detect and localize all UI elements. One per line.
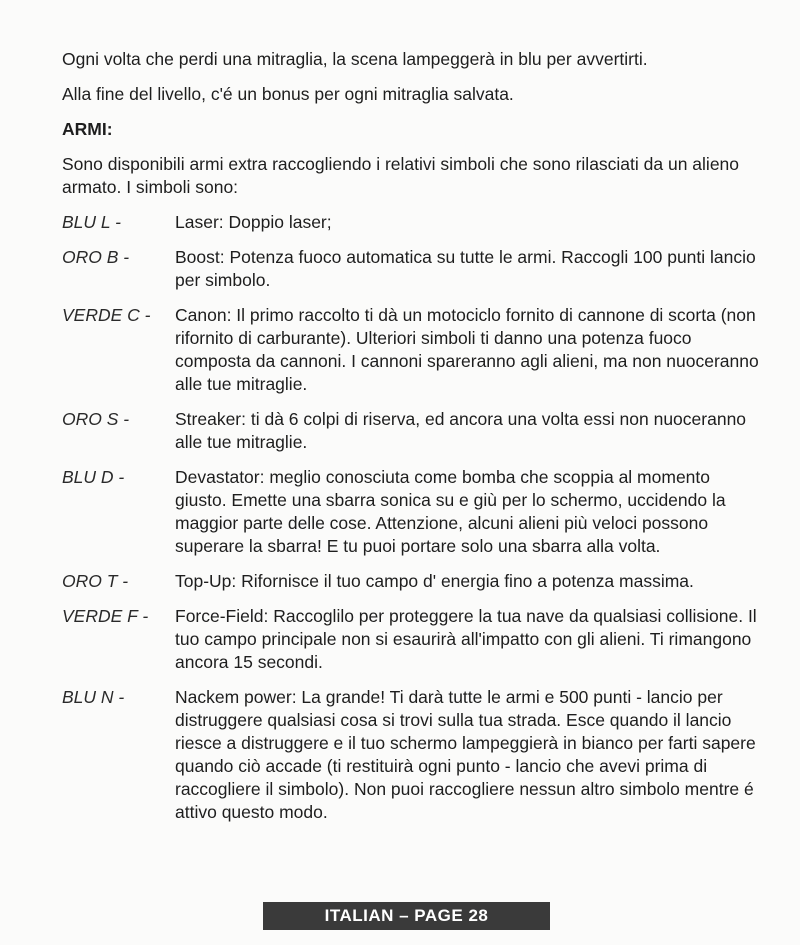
intro-line-2: Alla fine del livello, c'é un bonus per ogni mitraglia salvata. — [62, 84, 514, 104]
weapon-code: ORO S - — [62, 409, 130, 429]
weapon-description: Boost: Potenza fuoco automatica su tutte le armi. Raccogli 100 punti lancio per simbolo. — [175, 247, 756, 290]
weapon-description: Top-Up: Rifornisce il tuo campo d' energia fino a potenza massima. — [175, 571, 694, 591]
weapon-description: Streaker: ti dà 6 colpi di riserva, ed ancora una volta essi non nuoceranno alle tue mitraglie. — [175, 409, 747, 452]
weapon-description: Laser: Doppio laser; — [175, 212, 332, 232]
section-intro: Sono disponibili armi extra raccogliendo i relativi simboli che sono rilasciati da un alieno armato. I simboli sono: — [62, 154, 740, 197]
weapon-entry-boost — [62, 246, 762, 292]
weapon-code: BLU D - — [62, 467, 125, 487]
page-footer: ITALIAN – PAGE 28 — [263, 902, 550, 930]
weapon-entry-laser — [62, 211, 762, 234]
manual-page — [62, 48, 762, 836]
weapons-list — [62, 211, 762, 824]
weapon-code: BLU N - — [62, 687, 125, 707]
section-heading: ARMI: — [62, 119, 113, 139]
weapon-code: VERDE F - — [62, 606, 149, 626]
weapon-entry-canon — [62, 304, 762, 396]
weapon-entry-devastator — [62, 466, 762, 558]
weapon-description: Force-Field: Raccoglilo per proteggere la tua nave da qualsiasi collisione. Il tuo campo principale non si esaurirà all'impatto con gli alieni. Ti rimangono ancora 15 secondi. — [175, 606, 757, 672]
weapon-entry-force-field — [62, 605, 762, 674]
intro-line-1: Ogni volta che perdi una mitraglia, la scena lampeggerà in blu per avvertirti. — [62, 49, 648, 69]
weapon-code: BLU L - — [62, 212, 122, 232]
weapon-description: Canon: Il primo raccolto ti dà un motociclo fornito di cannone di scorta (non rifornito di carburante). Ulteriori simboli ti danno una potenza fuoco composta da cannoni. I cannoni spareranno agli alieni, ma non nuoceranno alle tue mitraglie. — [175, 305, 759, 394]
weapon-entry-streaker — [62, 408, 762, 454]
weapon-description: Nackem power: La grande! Ti darà tutte le armi e 500 punti - lancio per distruggere qualsiasi cosa si trovi sulla tua strada. Esce quando il lancio riesce a distruggere e il tuo schermo lampeggierà in bianco per farti sapere quando ciò accade (ti restituirà ogni punto - lancio che avevi prima di raccogliere il simbolo). Non puoi raccogliere nessun altro simbolo mentre é attivo questo modo. — [175, 687, 756, 822]
weapon-description: Devastator: meglio conosciuta come bomba che scoppia al momento giusto. Emette una sbarra sonica su e giù per lo schermo, uccidendo la maggior parte delle cose. Attenzione, alcuni alieni più veloci possono superare la sbarra! E tu puoi portare solo una sbarra alla volta. — [175, 467, 726, 556]
weapon-entry-top-up — [62, 570, 762, 593]
weapon-code: VERDE C - — [62, 305, 151, 325]
weapon-entry-nackem-power — [62, 686, 762, 824]
weapon-code: ORO B - — [62, 247, 130, 267]
weapon-code: ORO T - — [62, 571, 129, 591]
